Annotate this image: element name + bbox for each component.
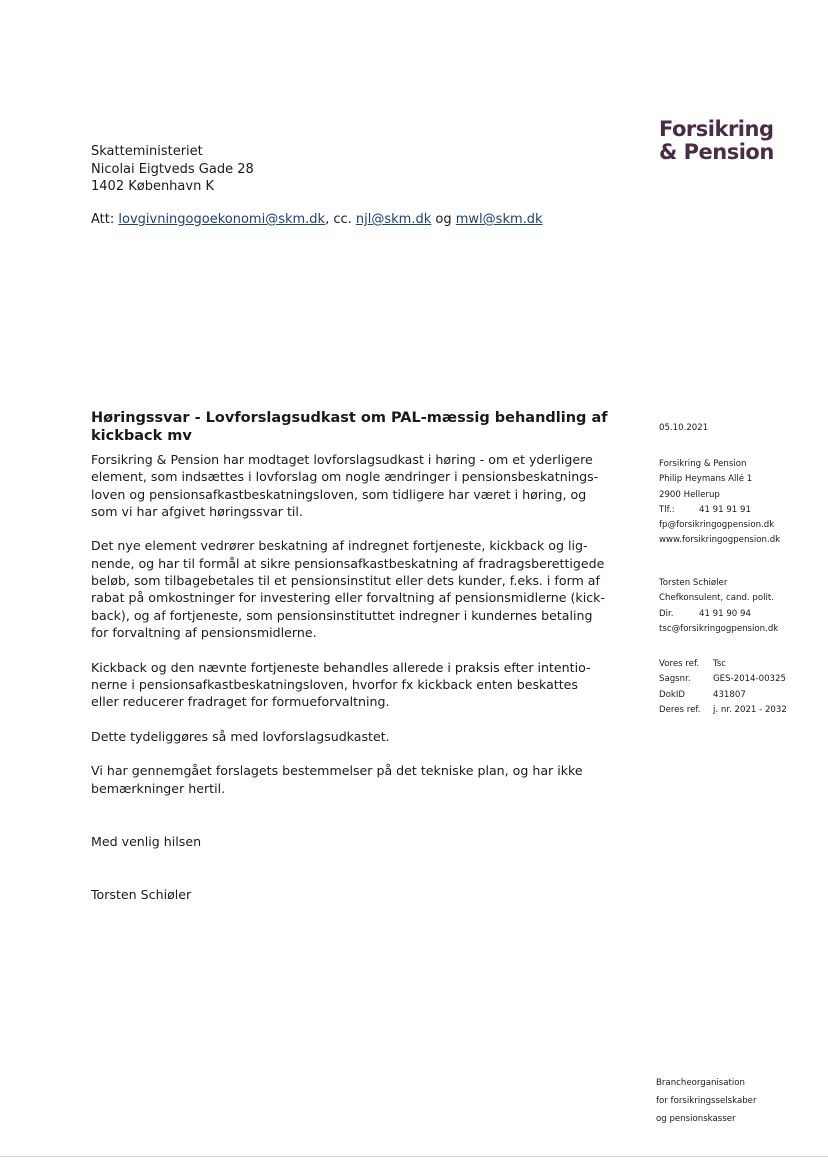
sender-contact [659, 576, 778, 637]
recipient-city: 1402 København K [91, 179, 214, 194]
page-bottom-divider [0, 1156, 828, 1157]
contact-name: Torsten Schiøler [659, 578, 728, 588]
org-phone-label: Tlf.: [659, 504, 675, 515]
attention-line [91, 212, 543, 227]
org-street: Philip Heymans Allé 1 [659, 474, 753, 485]
ref-row [659, 688, 787, 703]
ref-row [659, 672, 787, 687]
org-phone: 41 91 91 91 [699, 504, 751, 515]
org-email[interactable]: fp@forsikringogpension.dk [659, 520, 775, 531]
sender-organization [659, 457, 780, 549]
ref-label: Deres ref. [659, 704, 701, 715]
ref-label: Vores ref. [659, 659, 700, 669]
ref-value: Tsc [713, 659, 727, 669]
contact-direct-row [659, 607, 778, 622]
ref-label: Sagsnr. [659, 674, 691, 685]
contact-email[interactable]: tsc@forsikringogpension.dk [659, 623, 779, 634]
og-label: og [435, 212, 452, 227]
logo-line-2: & Pension [659, 140, 774, 164]
ref-row [659, 703, 787, 718]
ref-label: DokID [659, 689, 686, 700]
footer-line-3: og pensionskasser [656, 1114, 736, 1124]
footer-line-2: for forsikringsselskaber [656, 1096, 757, 1106]
ref-value: GES-2014-00325 [713, 674, 786, 685]
letter-body [91, 451, 606, 814]
att-label: Att: [91, 212, 115, 227]
paragraph-1: Forsikring & Pension har modtaget lovforslagsudkast i høring - om et yderligere element, som indsættes i lovforslag om nogle ændringer i pensionsbeskatnings-loven og pensionsafkastbeskatningsloven, som tidligere har været i høring, og som vi har afgivet høringssvar til. [91, 452, 599, 519]
ref-row [659, 657, 787, 672]
closing-greeting: Med venlig hilsen [91, 834, 202, 849]
recipient-address [91, 143, 254, 196]
ref-value: j. nr. 2021 - 2032 [713, 704, 787, 715]
contact-title: Chefkonsulent, cand. polit. [659, 593, 774, 604]
org-website[interactable]: www.forsikringogpension.dk [659, 535, 781, 546]
org-city: 2900 Hellerup [659, 489, 720, 500]
paragraph-4: Dette tydeliggøres så med lovforslagsudkastet. [91, 728, 390, 744]
recipient-name: Skatteministeriet [91, 144, 203, 159]
recipient-street: Nicolai Eigtveds Gade 28 [91, 161, 254, 177]
letter-subject: Høringssvar - Lovforslagsudkast om PAL-mæssig behandling af kickback mv [91, 410, 608, 444]
contact-direct-phone: 41 91 90 94 [699, 608, 751, 619]
paragraph-3: Kickback og den nævnte fortjeneste behandles allerede i praksis efter intentio-nerne i pensionsafkastbeskatningsloven, hvorfor fx kickback enten beskattes eller reducerer fradraget for formueforvaltning. [91, 659, 591, 710]
letter-date: 05.10.2021 [659, 423, 709, 433]
footer-line-1: Brancheorganisation [656, 1078, 746, 1088]
email-link-1[interactable]: lovgivningogoekonomi@skm.dk [118, 212, 326, 227]
company-logo [659, 118, 784, 164]
paragraph-2: Det nye element vedrører beskatning af indregnet fortjeneste, kickback og lig-nende, og har til formål at sikre pensionsafkastbeskatning af fradragsberettigede beløb, som tilbagebetales til et pensionsinstitut eller dets kunder, f.eks. i form af rabat på omkostninger for investering eller forvaltning af pensionsmidlerne (kick-back), og af fortjeneste, som pensionsinstituttet indregner i kundernes betaling for forvaltning af pensionsmidlerne. [91, 538, 605, 640]
ref-value: 431807 [713, 689, 746, 700]
email-link-3[interactable]: mwl@skm.dk [455, 212, 543, 227]
logo-line-1: Forsikring [659, 117, 774, 141]
org-name: Forsikring & Pension [659, 459, 747, 469]
footer-organization [656, 1074, 757, 1128]
paragraph-5: Vi har gennemgået forslagets bestemmelser på det tekniske plan, og har ikke bemærkninger hertil. [91, 763, 583, 796]
signature-name: Torsten Schiøler [91, 887, 192, 902]
email-link-2[interactable]: njl@skm.dk [355, 212, 432, 227]
reference-block [659, 657, 787, 718]
org-phone-row [659, 503, 780, 518]
cc-label: , cc. [325, 212, 352, 227]
contact-direct-label: Dir. [659, 608, 674, 619]
